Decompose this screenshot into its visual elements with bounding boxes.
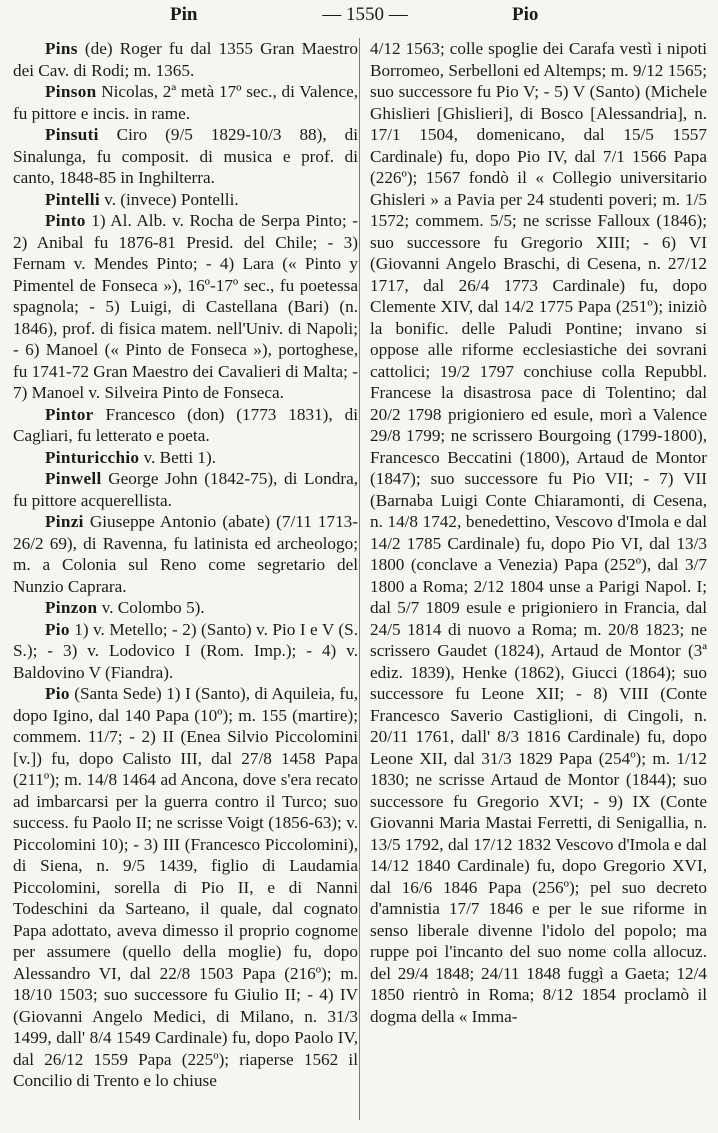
dictionary-entry (13, 189, 358, 211)
continued-entry-text: 4/12 1563; colle spoglie dei Carafa vestì i nipoti Borromeo, Serbelloni ed Altemps; m. 9/12 1565; suo successore fu Pio V; - 5) V (Santo) (Michele Ghislieri [Ghislieri], di Bosco [Alessandria], n. 17/1 1504, domenicano, dal 15/5 1557 Cardinale) fu, dopo Pio IV, dal 7/1 1566 Papa (226º); 1567 fondò il « Collegio universitario Ghisleri » a Pavia per 24 studenti poveri; m. 1/5 1572; commem. 5/5; ne scrisse Falloux (1846); suo successore fu Gregorio XIII; - 6) VI (Giovanni Angelo Braschi, di Cesena, n. 27/12 1717, dal 26/4 1773 Cardinale) fu, dopo Clemente XIV, dal 14/2 1775 Papa (251º); iniziò la bonific. delle Paludi Pontine; invano si oppose alle riforme ecclesiastiche dei sovrani cattolici; 19/2 1797 conchiuse colla Repubbl. Francese la disastrosa pace di Tolentino; dal 20/2 1798 prigioniero ed esule, morì a Valence 29/8 1799; ne scrissero Bourgoing (1799-1800), Francesco Beccatini (1800), Artaud de Montor (1847); suo successore fu Pio VII; - 7) VII (Barnaba Luigi Conte Chiaramonti, di Cesena, n. 14/8 1742, benedettino, Vescovo d'Imola e dal 14/2 1785 Cardinale) fu, dopo Pio VI, dal 13/3 1800 (conclave a Venezia) Papa (252º), dal 3/7 1800 a Roma; 2/12 1804 unse a Parigi Napol. I; dal 5/7 1809 esule e prigioniero in Francia, dal 24/5 1814 di nuovo a Roma; m. 20/8 1823; ne scrissero Gaudet (1824), Artaud de Montor (3ª ediz. 1839), Henke (1862), Giucci (1864); suo successore fu Leone XII; - 8) VIII (Conte Francesco Saverio Castiglioni, di Cingoli, n. 20/11 1761, dall' 8/3 1816 Cardinale) fu, dopo Leone XII, dal 31/3 1829 Papa (254º); m. 1/12 1830; ne scrisse Artaud de Montor (1844); suo successore fu Gregorio XVI; - 9) IX (Conte Giovanni Maria Mastai Ferretti, di Senigallia, n. 13/5 1792, dal 17/12 1832 Vescovo d'Imola e dal 14/12 1840 Cardinale) fu, dopo Gregorio XVI, dal 16/6 1846 Papa (256º); pel suo decreto d'amnistia 17/7 1846 e per le sue riforme in senso liberale divenne l'idolo del popolo; ma ruppe poi l'incanto del suo nome colla allocuz. del 29/4 1848; 24/11 1848 fuggì a Gaeta; 12/4 1850 rientrò in Roma; 8/12 1854 proclamò il dogma della « Imma- (370, 39, 707, 1026)
entry-headword: Pins (45, 39, 78, 58)
entry-headword: Pinto (45, 211, 86, 230)
entry-headword: Pinturicchio (45, 447, 140, 467)
entry-headword: Pio (45, 684, 70, 703)
entry-headword: Pintelli (45, 189, 100, 209)
entry-headword: Pinzon (45, 598, 98, 617)
dictionary-entry (13, 124, 358, 189)
column-divider (359, 38, 360, 1120)
entry-text: v. Betti 1). (139, 447, 217, 467)
dictionary-entry (13, 619, 358, 684)
entry-text: v. (invece) Pontelli. (99, 189, 239, 209)
entry-text: Nicolas, 2ª metà 17º sec., di Valence, fu pittore e incis. in rame. (13, 82, 358, 123)
right-column (370, 38, 707, 1027)
entry-text: George John (1842-75), di Londra, fu pittore acquerellista. (13, 469, 358, 510)
dictionary-entry (13, 511, 358, 597)
entry-text: 1) v. Metello; - 2) (Santo) v. Pio I e V (S. S.); - 3) v. Lodovico I (Rom. Imp.); - 4) v. Baldovino V (Fiandra). (13, 619, 358, 682)
dictionary-entry (13, 597, 358, 619)
left-column (13, 38, 358, 1092)
dictionary-entry (13, 81, 358, 124)
entry-text: v. Colombo 5). (97, 598, 205, 617)
dictionary-entry (13, 210, 358, 404)
entry-text: Ciro (9/5 1829-10/3 88), di Sinalunga, fu composit. di musica e prof. di canto, 1848-85 in Inghilterra. (13, 125, 358, 187)
entry-text: Francesco (don) (1773 1831), di Cagliari, fu letterato e poeta. (13, 404, 358, 445)
dictionary-entry (13, 38, 358, 81)
header-left-guideword: Pin (170, 4, 198, 25)
entry-text: Giuseppe Antonio (abate) (7/11 1713-26/2 69), di Ravenna, fu latinista ed archeologo; m. a Colonia sul Reno come segretario del Nunzio Caprara. (13, 512, 358, 596)
entry-headword: Pinson (45, 82, 97, 101)
entry-headword: Pinzi (45, 512, 84, 531)
entry-text: 1) Al. Alb. v. Rocha de Serpa Pinto; - 2) Anibal fu 1876-81 Presid. del Chile; - 3) Fernam v. Mendes Pinto; - 4) Lara (« Pinto y Pimentel de Fonseca »), 16º-17º sec., fu poetessa spagnola; - 5) Luigi, di Castellana (Bari) (n. 1846), prof. di fisica matem. nell'Univ. di Napoli; - 6) Manoel (« Pinto de Fonseca »), portoghese, fu 1741-72 Gran Maestro dei Cavalieri di Malta; - 7) Manoel v. Silveira Pinto de Fonseca. (13, 211, 358, 402)
dictionary-entry (13, 404, 358, 447)
dictionary-entry (13, 468, 358, 511)
entry-headword: Pinsuti (45, 125, 99, 144)
header-right-guideword: Pio (512, 4, 539, 25)
entry-text: (de) Roger fu dal 1355 Gran Maestro dei Cav. di Rodi; m. 1365. (13, 39, 358, 80)
entry-text: (Santa Sede) 1) I (Santo), di Aquileia, fu, dopo Igino, dal 140 Papa (10º); m. 155 (martire); commem. 11/7; - 2) II (Enea Silvio Piccolomini [v.]) fu, dopo Calisto III, dal 27/8 1458 Papa (211º); m. 14/8 1464 ad Ancona, dove s'era recato ad imbarcarsi per la guerra contro il Turco; suo success. fu Paolo II; ne scrisse Voigt (1856-63); v. Piccolomini 10); - 3) III (Francesco Piccolomini), di Siena, n. 9/5 1439, figlio di Laudamia Piccolomini, sorella di Pio II, e di Nanni Todeschini da Sarteano, il quale, dal cognato Papa adottato, aveva dimesso il proprio cognome per assumere (quello della moglie) fu, dopo Alessandro VI, dal 22/8 1503 Papa (216º); m. 18/10 1503; suo successore fu Giulio II; - 4) IV (Giovanni Angelo Medici, di Milano, n. 31/3 1499, dall' 8/4 1549 Cardinale) fu, dopo Paolo IV, dal 26/12 1559 Papa (225º); riaperse 1562 il Concilio di Trento e lo chiuse (13, 684, 358, 1090)
header-page-number: — 1550 — (322, 4, 408, 25)
entry-headword: Pintor (45, 404, 94, 424)
page-header (0, 0, 718, 30)
dictionary-entry (13, 683, 358, 1092)
entry-headword: Pinwell (45, 469, 102, 488)
dictionary-entry (13, 447, 358, 469)
entry-headword: Pio (45, 619, 70, 639)
